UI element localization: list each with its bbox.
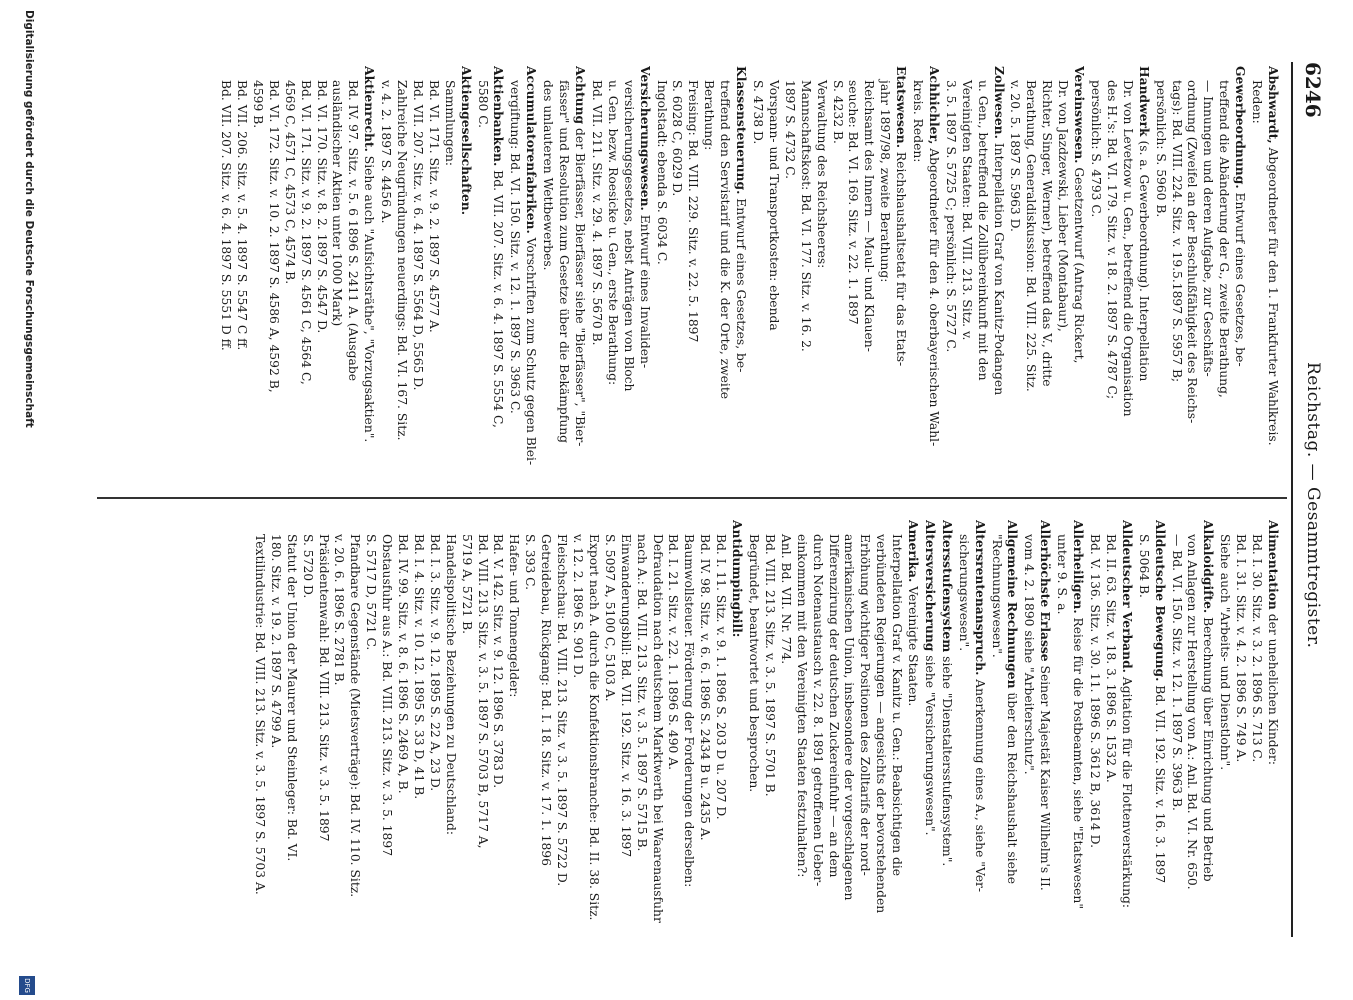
index-entry — [539, 66, 588, 491]
index-entry — [1087, 66, 1152, 491]
index-term: Alimentation — [1266, 520, 1281, 610]
index-entry-line: Bd. VI. 171. Sitz. v. 9. 2. 1897 S. 4561 C, 4564 C, — [298, 80, 313, 385]
index-entry — [588, 66, 653, 491]
index-entry-line: Baumwollsteuer. Förderung der Forderungen derselben: — [682, 534, 697, 888]
index-entry-line: Zahlreiche Neugründungen neuerdings: Bd. VI. 167. Sitz. — [395, 80, 410, 441]
index-entry-heading: Handwerk (s. a. Gewerbeordnung). Interpellation — [1136, 66, 1152, 382]
index-entry-heading: Allerhöchste Erlasse Seiner Majestät Kaiser Wilhelm's II. — [1038, 520, 1054, 891]
index-entry-line: persönlich: S. 4793 C. — [1089, 80, 1104, 218]
index-entry-line: Bd. IV. 99. Sitz. v. 8. 6. 1896 S. 2469 A, B. — [396, 534, 411, 794]
index-entry-line: Bd. VII. 207. Sitz. v. 6. 4. 1897 S. 5551 D ff. — [219, 80, 234, 351]
index-entry — [938, 520, 955, 945]
index-entry-line: S. 393 C. — [523, 534, 538, 591]
index-term: Accumulatorenfabriken. — [524, 66, 540, 234]
index-entry-line: Bd. IV. 98. Sitz. v. 6. 6. 1896 S. 2434 B u. 2435 A. — [698, 534, 713, 841]
index-entry-line: S. 5097 A, 5100 C, 5103 A. — [602, 534, 617, 702]
index-entry-line: u. Gen. bezw. Roesicke u. Gen., erste Berathung: — [605, 80, 620, 386]
index-entry-line: Berathung, Generaldiskussion: Bd. VIII. 225. Sitz. — [1024, 80, 1039, 392]
index-entry-heading: Alldeutscher Verband. Agitation für die Flottenverstärkung: — [1119, 520, 1135, 909]
index-entry-line: Reichsamt des Innern — Maul- und Klauen- — [862, 80, 877, 352]
index-entry-line: Bd. I. 21. Sitz. v. 22. 1. 1896 S. 490 A. — [666, 534, 681, 771]
index-term: Zollwesen. — [991, 66, 1007, 139]
index-term: Amerika. — [906, 520, 922, 583]
index-entry-line: durch Notenaustausch v. 22. 8. 1891 getroffenen Ueber- — [810, 534, 825, 887]
index-term: Aktiengesellschaften. — [458, 66, 474, 216]
index-entry-line: Freising: Bd. VIII. 229. Sitz. v. 22. 5. 1897 — [686, 80, 701, 343]
index-entry-heading: Alkaloidgifte. Berechnung über Einrichtung und Betrieb — [1201, 520, 1217, 882]
index-entry-line: Reden: — [1250, 80, 1265, 124]
index-entry-line: treffend den Servistarif und die K. der Orte, zweite — [718, 80, 733, 400]
index-term: Antidumpingbill: — [730, 520, 746, 638]
index-entry-line: S. 5720 D. — [300, 534, 315, 599]
index-term: Altersrentenanspruch. — [972, 520, 988, 676]
index-entry-line: ordnung (Zweifel an der Beschlußfähigkeit des Reichs- — [1185, 80, 1200, 424]
index-entry-heading: Abshwardt, Abgeordneter für den 1. Frankfurter Wahlkreis. — [1266, 66, 1281, 446]
index-entry-line: v. 12. 2. 1896 S. 901 D. — [571, 534, 586, 679]
index-entry-line: Getreidebau, Rückgang: Bd. I. 18. Sitz. v. 17. 1. 1896 — [539, 534, 554, 866]
index-entry-heading: Gewerbeordnung. Entwurf eines Gesetzes, be- — [1233, 66, 1249, 367]
index-entry — [749, 66, 909, 491]
page-header — [1291, 62, 1331, 937]
index-entry-line: 1897 S. 4732 C. — [782, 80, 797, 180]
index-term: Altersversicherung — [922, 520, 938, 652]
index-entry-line: S. 6028 C, 6029 D. — [670, 80, 685, 197]
index-entry-line: Verwaltung des Reichsheeres: — [814, 80, 829, 269]
index-entry-line: Bd. I. 3. Sitz. v. 9. 12. 1895 S. 22 A, 23 D. — [427, 534, 442, 792]
index-entry-heading: Aktienbanken. Bd. VII. 207. Sitz. v. 6. 4. 1897 S. 5554 C, — [491, 66, 507, 428]
index-term: Allerheiligen. — [1071, 520, 1087, 614]
index-entry — [1248, 66, 1281, 491]
index-term: Allgemeine Rechnungen — [1005, 520, 1021, 689]
index-entry-line: nach A.: Bd. VIII. 213. Sitz. v. 3. 5. 1897 S. 5715 B. — [634, 534, 649, 852]
index-entry — [921, 520, 938, 945]
index-entry-line: u. Gen., betreffend die Zollübereinkunft mit den — [975, 80, 990, 381]
index-entry-line: Ingolstadt: ebenda S. 6034 C. — [654, 80, 669, 265]
index-entry-line: Bd. V. 142. Sitz. v. 9. 12. 1896 S. 3783 D. — [491, 534, 506, 789]
index-entry-heading — [457, 66, 474, 491]
index-entry-line: vom 4. 2. 1890 siehe "Arbeiterschutz". — [1022, 534, 1037, 775]
index-entry — [1053, 520, 1086, 945]
index-entry-line: Bd. VII. 206. Sitz. v. 5. 4. 1897 S. 5547 C ff. — [235, 80, 249, 351]
index-entry-line: verbündeten Regierungen — angesichts der bevorstehenden — [874, 534, 889, 914]
index-entry-line: versicherungsgesetzes, nebst Anträgen von Bloch — [621, 80, 636, 392]
index-entry-line: Bd. VI. 171. Sitz. v. 9. 2. 1897 S. 4577 A. — [426, 80, 441, 333]
index-entry-line: Bd. IV. 97. Sitz. v. 5. 6 1896 S. 2411 A. (Ausgabe — [346, 80, 361, 382]
index-entry-heading: Altersrentenanspruch. Anerkennung eines A., siehe "Ver- — [972, 520, 988, 893]
index-entry-heading: Vereinswesen. Gesetzentwurf (Antrag Rickert, — [1072, 66, 1088, 364]
index-term: Alldeutsche Bewegung. — [1152, 520, 1168, 682]
index-term: Achtung — [573, 66, 589, 125]
index-entry-heading: Alldeutsche Bewegung. Bd. VII. 192. Sitz. v. 16. 3. 1897 — [1152, 520, 1168, 884]
index-entry-line: Fleischschau: Bd. VIII. 213. Sitz. v. 3. 5. 1897 S. 5722 D. — [555, 534, 570, 887]
index-term: Aktienbanken. — [491, 66, 507, 167]
index-entry-line: 3. 5. 1897 S. 5725 C; persönlich: S. 5727 C. — [943, 80, 958, 353]
index-entry — [377, 66, 473, 491]
index-entry-line: einkommen mit den Vereinigten Staaten festzuhalten?: — [794, 534, 809, 878]
index-entry-line: S. 5717 D, 5721 C. — [364, 534, 379, 651]
right-column — [251, 520, 1281, 945]
index-entry-line: v. 20. 5. 1897 S. 5963 D. — [1008, 80, 1023, 232]
index-entry-line: Begründet, beantwortet und besprochen. — [747, 534, 761, 793]
index-entry-line: Statut der Union der Maurer und Steinleger: Bd. VI. — [284, 534, 299, 862]
index-entry — [1168, 520, 1217, 945]
index-entry — [955, 520, 988, 945]
page-title: Reichstag. — Gesammtregister. — [1303, 362, 1323, 649]
index-entry-heading: Aktienrecht. Siehe auch "Aufsichtsräthe", "Vorzugsaktien". — [362, 66, 378, 443]
index-entry-line: vergiftung: Bd. VI. 150. Sitz. v. 12. 1. 1897 S. 3963 C. — [508, 80, 523, 414]
index-entry-line: Bd. VI. 170. Sitz. v. 8. 2. 1897 S. 4547 D. — [314, 80, 329, 334]
index-entry-line: Textilindustrie: Bd. VIII. 213. Sitz. v. 3. 5. 1897 S. 5703 A. — [252, 534, 267, 895]
index-entry-heading: Altersstufensystem siehe "Dienstaltersstufensystem". — [939, 520, 955, 867]
index-entry — [1216, 520, 1281, 945]
index-entry-line: Bd. II. 63. Sitz. v. 18. 3. 1896 S. 1532 A. — [1103, 534, 1118, 783]
index-entry-line: Sammlungen: — [442, 80, 457, 167]
index-entry-heading: Achhichler, Abgeordneter für den 4. oberbayerischen Wahl- — [926, 66, 942, 447]
index-entry-heading: Amerika. Vereinigte Staaten. — [906, 520, 922, 707]
index-entry-line: Bd. VII. 207. Sitz. v. 6. 4. 1897 S. 5564 D, 5565 D. — [410, 80, 425, 391]
index-entry-line: Richter, Singer, Werner), betreffend das V., dritte — [1040, 80, 1055, 387]
index-entry-line: von Anlagen zur Herstellung von A.: Anl. Bd. VI. Nr. 650. — [1185, 534, 1200, 890]
index-entry-line: — Bd. VI. 150. Sitz. v. 12. 1. 1897 S. 3963 B. — [1169, 534, 1184, 811]
index-entry-line: unter 9. S. a. — [1055, 534, 1070, 615]
index-entry-line: Export nach A. durch die Konfektionsbranche: Bd. II. 38. Sitz. — [586, 534, 601, 921]
index-term: Alldeutscher Verband. — [1119, 520, 1135, 673]
index-entry-line: 5580 C. — [475, 80, 490, 129]
column-divider — [97, 497, 1287, 499]
index-entry — [1086, 520, 1135, 945]
index-entry-heading: Klassensteuerung. Entwurf eines Gesetzes, be- — [734, 66, 750, 373]
index-entry-line: seuche: Bd. VI. 169. Sitz. v. 22. 1. 1897 — [846, 80, 861, 325]
index-entry-line: — Innungen und deren Aufgabe, zur Geschäfts- — [1201, 80, 1216, 377]
index-entry-line: Bd. V. 136. Sitz. v. 30. 11. 1896 S. 3612 B, 3614 D. — [1088, 534, 1103, 848]
index-entry — [988, 520, 1021, 945]
index-term: Alkaloidgifte. — [1201, 520, 1217, 614]
index-entry-line: Erhöhung wichtiger Positionen des Zolltarifs der nord- — [858, 534, 873, 876]
index-entry-line: Berathung: — [702, 80, 717, 151]
index-entry-line: v. 4. 2. 1897 S. 4456 A. — [379, 80, 394, 224]
index-entry-line: Bd. I. 31. Sitz. v. 4. 2. 1896 S. 749 A. — [1234, 534, 1249, 763]
index-entry-line: Einwanderungsbill: Bd. VII. 192. Sitz. v. 16. 3. 1897 — [618, 534, 633, 858]
index-entry-line: Hafen- und Tonnengelder: — [507, 534, 522, 698]
index-entry-line: persönlich: S. 5960 B. — [1153, 80, 1168, 218]
index-entry-line: Siehe auch "Arbeits- und Dienstlohn". — [1218, 534, 1233, 771]
index-entry-line: Mannschaftskost: Bd. VI. 177. Sitz. v. 16. 2. — [798, 80, 813, 352]
digitization-credit: Digitalisierung gefördert durch die Deutsche Forschungsgemeinschaft — [23, 10, 35, 428]
index-entry — [1135, 520, 1168, 945]
index-entry-line: Defraudation nach deutschem Marktwerth bei Waarenausfuhr — [650, 534, 665, 923]
index-entry-line: Bd. VII. 211. Sitz. v. 29. 4. 1897 S. 5670 B. — [589, 80, 604, 346]
index-entry-line: Bd. I. 30. Sitz. v. 3. 2. 1896 S. 713 C. — [1250, 534, 1265, 763]
index-entry-line: 5719 A, 5721 B. — [459, 534, 474, 635]
index-entry — [653, 66, 749, 491]
index-term: Aktienrecht. — [362, 66, 378, 152]
index-term: Altersstufensystem — [939, 520, 955, 653]
index-entry-heading: Zollwesen. Interpellation Graf von Kanitz-Podangen — [991, 66, 1007, 396]
index-entry-line: 4599 B. — [250, 80, 265, 129]
index-entry-line: jahr 1897/98, zweite Berathung: — [878, 80, 893, 283]
dfg-logo-icon: DFG — [19, 976, 35, 995]
index-entry-line: Präsidentenwahl: Bd. VIII. 213. Sitz. v. 3. 5. 1897 — [316, 534, 331, 842]
index-entry-heading: Versicherungswesen. Entwurf eines Invaliden- — [637, 66, 653, 369]
index-entry-heading: Altersversicherung siehe "Versicherungswesen". — [922, 520, 938, 836]
index-entry-line: Dr. von Jazdzewski, Lieber (Montabaur), — [1056, 80, 1071, 332]
index-entry — [251, 520, 745, 945]
index-entry — [942, 66, 1007, 491]
index-term: Allerhöchste Erlasse — [1038, 520, 1054, 662]
index-entry-line: sicherungswesen". — [956, 534, 971, 652]
index-entry-line: des H.'s: Bd. VI. 179. Sitz. v. 18. 2. 1897 S. 4787 C; — [1104, 80, 1119, 400]
index-entry — [1152, 66, 1248, 491]
index-term: Abshwardt, — [1266, 66, 1281, 144]
index-entry-line: S. 4738 D. — [751, 80, 765, 145]
index-entry-line: des unlauteren Wettbewerbes. — [541, 80, 556, 271]
index-entry-heading: Alimentation der unehelichen Kinder: — [1266, 520, 1281, 765]
index-entry-line: amerikanischen Union, insbesondere der vorgeschlagenen — [842, 534, 857, 901]
index-entry-line: tags): Bd. VIII. 224. Sitz. v. 19.5.1897 S. 5957 B; — [1169, 80, 1184, 383]
index-entry-line: "Rechnungswesen". — [989, 534, 1004, 658]
index-entry-line: Dr. von Levetzow u. Gen., betreffend die Organisation — [1120, 80, 1135, 417]
index-entry-heading: Accumulatorenfabriken. Vorschriften zum Schutz gegen Blei- — [524, 66, 540, 466]
page-number: 6246 — [1301, 62, 1325, 118]
index-entry-line: Anl. Bd. VII. Nr. 774. — [778, 534, 793, 665]
index-entry — [507, 66, 540, 491]
index-entry-heading — [728, 520, 745, 945]
index-entry-line: Bd. VI. 172. Sitz. v. 10. 2. 1897 S. 4586 A, 4592 B, — [266, 80, 281, 393]
index-entry — [745, 520, 921, 945]
index-entry — [1007, 66, 1088, 491]
index-entry-line: Bd. I. 4. Sitz. v. 10. 12. 1895 S. 33 D, 41 B. — [411, 534, 426, 800]
index-entry-line: Interpellation Graf v. Kanitz u. Gen.: Beabsichtigen die — [890, 534, 905, 877]
index-entry-line: Pfandbare Gegenstände (Mietsverträge): Bd. IV. 110. Sitz. — [348, 534, 363, 898]
index-term: Achhichler, — [926, 66, 942, 145]
index-entry-heading: Achtung der Bierfässer, Bierfässer siehe "Bierfässer", "Bier- — [573, 66, 589, 447]
index-term: Vereinswesen. — [1072, 66, 1088, 164]
index-term: Versicherungswesen. — [637, 66, 653, 211]
index-entry-line: Differenzirung der deutschen Zuckereinfuhr — an dem — [826, 534, 841, 878]
index-entry — [474, 66, 507, 491]
left-column — [217, 66, 1281, 491]
index-entry-line: kreis. Reden: — [911, 80, 926, 163]
index-entry-heading: Etatswesen. Reichshaushaltsetat für das Etats- — [894, 66, 910, 367]
index-term: Etatswesen. — [894, 66, 910, 149]
index-term: Klassensteuerung. — [734, 66, 750, 195]
index-entry-line: S. 4232 B. — [830, 80, 845, 144]
index-entry-line: fässer" und Resolution zum Gesetze über die Bekämpfung — [557, 80, 572, 444]
index-entry-heading: Allgemeine Rechnungen über den Reichshaushalt siehe — [1005, 520, 1021, 885]
index-entry-line: Bd. VIII. 213. Sitz. v. 3. 5. 1897 S. 5701 B. — [762, 534, 777, 797]
index-entry-line: S. 5064 B. — [1136, 534, 1151, 598]
index-entry-line: v. 20. 6. 1896 S. 2781 B. — [332, 534, 347, 686]
index-entry-line: Obstausfuhr aus A.: Bd. VIII. 213. Sitz. v. 3. 5. 1897 — [380, 534, 395, 857]
index-entry — [909, 66, 942, 491]
index-entry-line: Bd. VIII. 213. Sitz. v. 3. 5. 1897 S. 5703 B, 5717 A, — [475, 534, 490, 849]
index-entry-line: ausländischer Aktien unter 1000 Mark) — [330, 80, 345, 327]
index-entry-line: 4569 C, 4571 C, 4573 C, 4574 B. — [282, 80, 297, 285]
index-term: Gewerbeordnung. — [1233, 66, 1249, 189]
index-entry-line: Handelspolitische Beziehungen zu Deutschland: — [443, 534, 458, 836]
index-entry-line: Bd. I. 11. Sitz. v. 9. 1. 1896 S. 203 D u. 207 D. — [714, 534, 729, 820]
index-entry-heading: Allerheiligen. Reise für die Postbeamten, siehe "Etatswesen" — [1071, 520, 1087, 910]
index-entry — [217, 66, 377, 491]
index-entry-line: Vereinigten Staaten: Bd. VIII. 213. Sitz. v. — [959, 80, 974, 341]
index-entry-line: Vorspann- und Transportkosten: ebenda — [766, 80, 781, 331]
index-entry-line: treffend die Abänderung der G., zweite Berathung, — [1217, 80, 1232, 398]
index-entry — [1021, 520, 1054, 945]
index-entry-line: 180. Sitz. v. 19. 2. 1897 S. 4799 A. — [268, 534, 283, 749]
index-term: Handwerk — [1136, 66, 1152, 137]
